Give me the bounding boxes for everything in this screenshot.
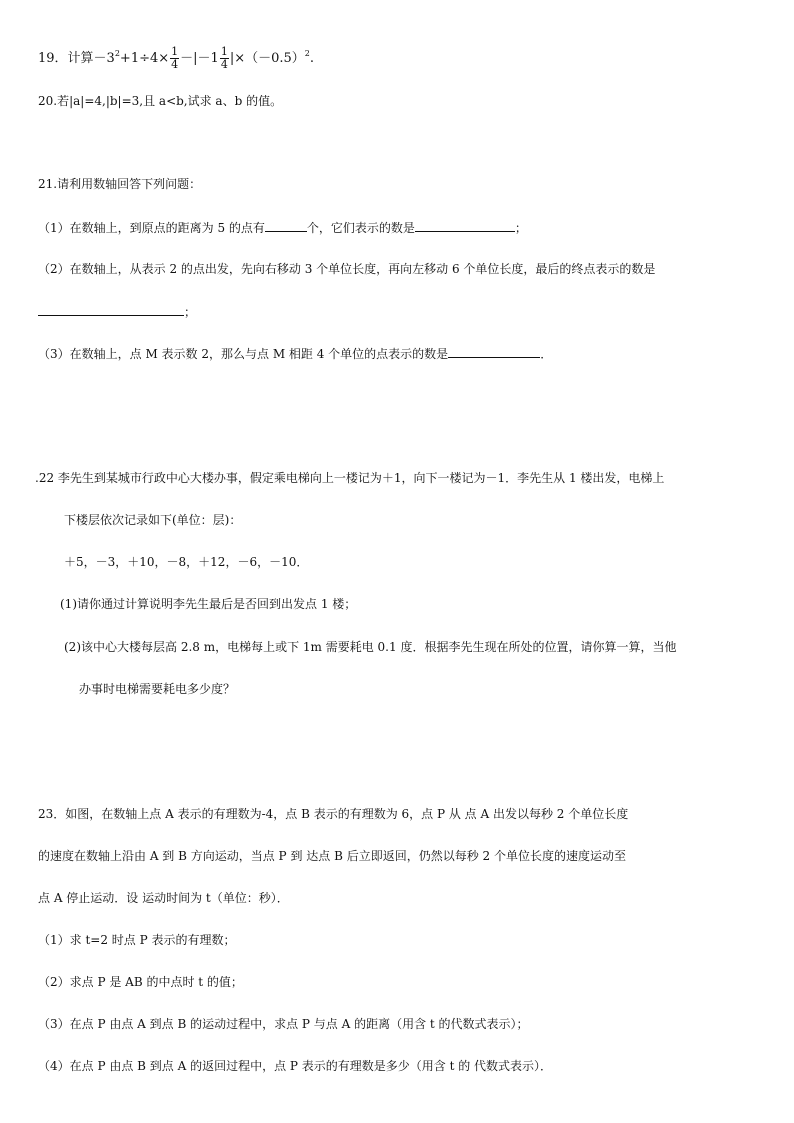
q19-frac1-numerator: 1 bbox=[171, 45, 179, 58]
question-20: 20.若|a|=4,|b|=3,且 a<b,试求 a、b 的值。 bbox=[38, 94, 283, 108]
question-22-part-1: (1)请你通过计算说明李先生最后是否回到出发点 1 楼； bbox=[60, 597, 357, 611]
q19-part3: －|－1 bbox=[180, 51, 219, 66]
question-23-line-2: 的速度在数轴上沿由 A 到 B 方向运动，当点 P 到 达点 B 后立即返回，仍然以每秒 2 个单位长度的速度运动至 bbox=[38, 849, 626, 863]
q19-frac2-numerator: 1 bbox=[220, 45, 228, 58]
question-21-part-3 bbox=[38, 345, 552, 362]
q21-p3-blank[interactable] bbox=[448, 345, 540, 358]
q21-p1-text-b: 个，它们表示的数是 bbox=[306, 221, 415, 235]
question-19 bbox=[38, 46, 314, 71]
q21-p1-text-c: ； bbox=[514, 221, 527, 235]
question-23-part-1: （1）求 t=2 时点 P 表示的有理数； bbox=[38, 933, 236, 947]
question-23-part-4: （4）在点 P 由点 B 到点 A 的返回过程中，点 P 表示的有理数是多少（用含 t 的 代数式表示）． bbox=[38, 1059, 553, 1073]
question-23-line-1: 23．如图，在数轴上点 A 表示的有理数为-4，点 B 表示的有理数为 6，点 P 从 点 A 出发以每秒 2 个单位长度 bbox=[38, 807, 629, 821]
q19-part4: |×（－0.5） bbox=[229, 51, 305, 66]
q19-frac1-denominator: 4 bbox=[171, 58, 179, 71]
q19-frac2-denominator: 4 bbox=[220, 58, 228, 71]
q21-p1-blank-numbers[interactable] bbox=[415, 219, 515, 232]
q21-p3-text-a: （3）在数轴上，点 M 表示数 2，那么与点 M 相距 4 个单位的点表示的数是 bbox=[38, 347, 449, 361]
q19-exponent-1: 2 bbox=[114, 49, 120, 58]
question-22-part-2: (2)该中心大楼每层高 2.8 m，电梯每上或下 1m 需要耗电 0.1 度．根据李先生现在所处的位置，请你算一算，当他 bbox=[64, 640, 677, 654]
q19-fraction-1 bbox=[170, 46, 179, 71]
q21-p1-blank-count[interactable] bbox=[265, 219, 307, 232]
q19-prefix: 19．计算－3 bbox=[38, 51, 115, 66]
q19-exponent-2: 2 bbox=[304, 49, 310, 58]
question-22-record: ＋5，－3，＋10，－8，＋12，－6，－10． bbox=[64, 555, 309, 569]
question-22-line-2: 下楼层依次记录如下(单位：层)： bbox=[64, 513, 242, 527]
q21-p3-text-b: ． bbox=[540, 347, 553, 361]
q19-suffix: . bbox=[309, 51, 314, 66]
q19-fraction-2 bbox=[220, 46, 229, 71]
question-23-line-3: 点 A 停止运动．设 运动时间为 t（单位：秒）． bbox=[38, 891, 289, 905]
q21-p2-text-b: ； bbox=[184, 305, 197, 319]
question-23-part-2: （2）求点 P 是 AB 的中点时 t 的值； bbox=[38, 975, 243, 989]
q21-p2-text-a: （2）在数轴上，从表示 2 的点出发，先向右移动 3 个单位长度，再向左移动 6 个单位长度，最后的终点表示的数是 bbox=[38, 262, 656, 276]
question-21-title: 21.请利用数轴回答下列问题： bbox=[38, 177, 202, 191]
question-21-part-2 bbox=[38, 261, 655, 277]
question-22-part-2-cont: 办事时电梯需要耗电多少度？ bbox=[79, 682, 236, 696]
question-21-part-2-answer bbox=[38, 303, 196, 320]
q19-part2: +1÷4× bbox=[119, 51, 170, 66]
q21-p2-blank[interactable] bbox=[38, 303, 184, 316]
q21-p1-text-a: （1）在数轴上，到原点的距离为 5 的点有 bbox=[38, 221, 265, 235]
question-22-line-1: .22 李先生到某城市行政中心大楼办事，假定乘电梯向上一楼记为＋1，向下一楼记为－1．李先生从 1 楼出发，电梯上 bbox=[35, 471, 665, 485]
question-21-part-1 bbox=[38, 219, 527, 236]
question-23-part-3: （3）在点 P 由点 A 到点 B 的运动过程中，求点 P 与点 A 的距离（用含 t 的代数式表示）； bbox=[38, 1017, 529, 1031]
